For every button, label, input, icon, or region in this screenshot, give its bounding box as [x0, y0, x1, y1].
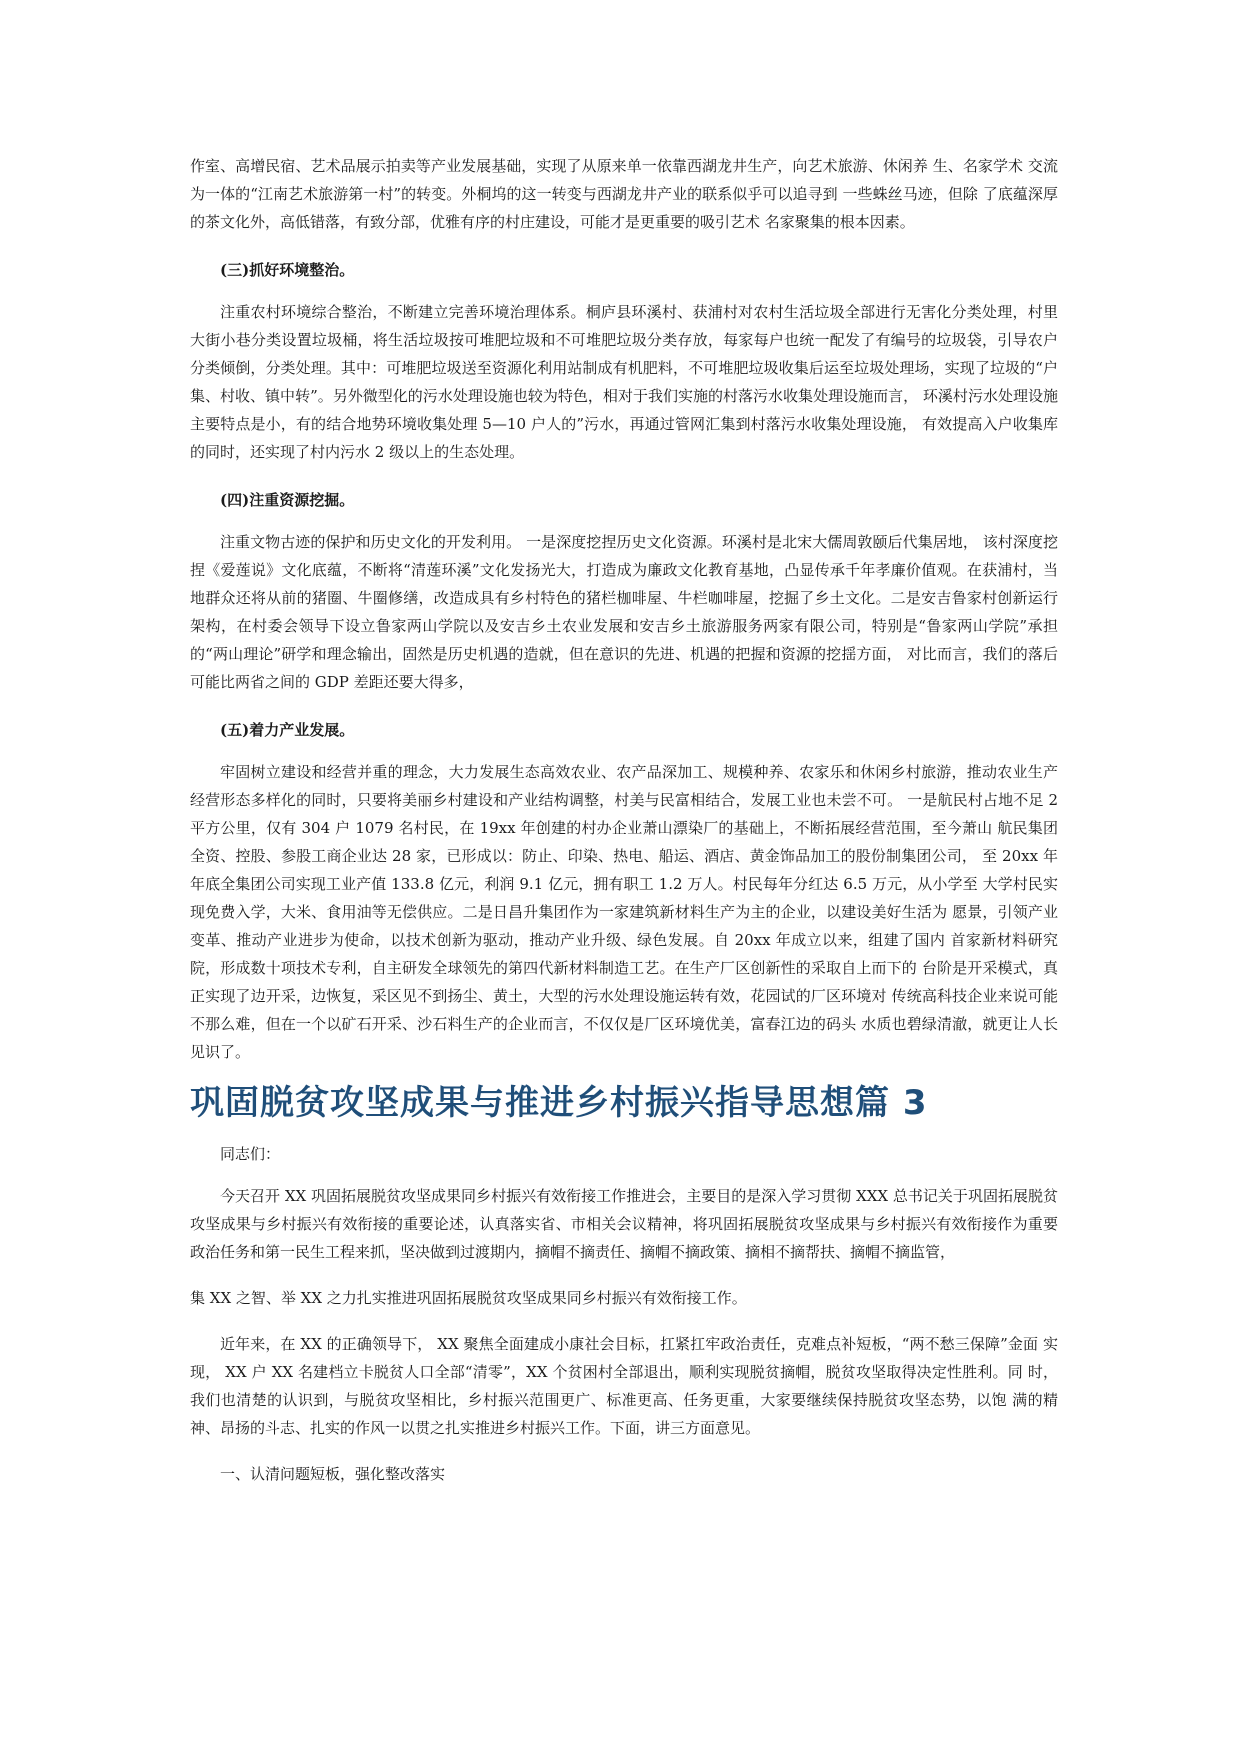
paragraph-meeting-continued: 集 XX 之智、举 XX 之力扎实推进巩固拓展脱贫攻坚成果同乡村振兴有效衔接工作。 — [190, 1289, 747, 1307]
section-heading-one: 一、认清问题短板，强化整改落实 — [220, 1465, 446, 1483]
paragraph-art-village: 作室、高增民宿、艺术品展示拍卖等产业发展基础，实现了从原来单一依靠西湖龙井生产，向艺术旅游、休闲养 生、名家学术 交流为一体的“江南艺术旅游第一村”的转变。外桐坞的这一转变与西湖龙井产业的联系似乎可以追寻到 一些蛛丝马迹，但除 了底蕴深厚的茶文化外，高低错落，有致分部，优雅有序的村庄建设，可能才是更重要的吸引艺术 名家聚集的根本因素。 — [190, 157, 1058, 231]
document-body — [190, 152, 1058, 1488]
paragraph-industry: 牢固树立建设和经营并重的理念，大力发展生态高效农业、农产品深加工、规模种养、农家乐和休闲乡村旅游，推动农业生产经营形态多样化的同时，只要将美丽乡村建设和产业结构调整，村美与民富相结合，发展工业也未尝不可。 一是航民村占地不足 2 平方公里，仅有 304 户 1079 名村民，在 19xx 年创建的村办企业萧山漂染厂的基础上，不断拓展经营范围，至今萧山 航民集团全资、控股、参股工商企业达 28 家，已形成以：防止、印染、热电、船运、酒店、黄金饰品加工的股份制集团公司， 至 20xx 年年底全集团公司实现工业产值 133.8 亿元，利润 9.1 亿元，拥有职工 1.2 万人。村民每年分红达 6.5 万元，从小学至 大学村民实现免费入学，大米、食用油等无偿供应。二是日昌升集团作为一家建筑新材料生产为主的企业，以建设美好生活为 愿景，引领产业变革、推动产业进步为使命，以技术创新为驱动，推动产业升级、绿色发展。自 20xx 年成立以来，组建了国内 首家新材料研究院，形成数十项技术专利，自主研发全球领先的第四代新材料制造工艺。在生产厂区创新性的采取自上而下的 台阶是开采模式，真正实现了边开采，边恢复，采区见不到扬尘、黄土，大型的污水处理设施运转有效，花园试的厂区环境对 传统高科技企业来说可能不那么难，但在一个以矿石开采、沙石料生产的企业而言，不仅仅是厂区环境优美，富春江边的码头 水质也碧绿清澈，就更让人长见识了。 — [190, 763, 1058, 1061]
salutation: 同志们： — [220, 1145, 281, 1163]
paragraph-meeting-purpose: 今天召开 XX 巩固拓展脱贫攻坚成果同乡村振兴有效衔接工作推进会，主要目的是深入学习贯彻 XXX 总书记关于巩固拓展脱贫攻坚成果与乡村振兴有效衔接的重要论述，认真落实省、市相关会议精神，将巩固拓展脱贫攻坚成果与乡村振兴有效衔接作为重要政治任务和第一民生工程来抓，坚决做到过渡期内，摘帽不摘责任、摘帽不摘政策、摘相不摘帮扶、摘帽不摘监管， — [190, 1187, 1058, 1261]
heading-resources: (四)注重资源挖掘。 — [220, 491, 355, 509]
paragraph-resources: 注重文物古迹的保护和历史文化的开发利用。 一是深度挖捏历史文化资源。环溪村是北宋大儒周敦颐后代集居地， 该村深度挖捏《爱莲说》文化底蕴，不断将“清莲环溪”文化发扬光大，打造成为廉政文化教育基地，凸显传承千年孝廉价值观。在获浦村，当地群众还将从前的猪圈、牛圈修缮，改造成具有乡村特色的猪栏枷啡屋、牛栏咖啡屋，挖掘了乡土文化。二是安吉鲁家村创新运行架构，在村委会领导下设立鲁家两山学院以及安吉乡土农业发展和安吉乡土旅游服务两家有限公司，特别是“鲁家两山学院”承担的“两山理论”研学和理念输出，固然是历史机遇的造就，但在意识的先进、机遇的把握和资源的挖揺方面， 对比而言，我们的落后可能比两省之间的 GDP 差距还要大得多， — [190, 533, 1058, 691]
paragraph-recent-years: 近年来，在 XX 的正确领导下， XX 聚焦全面建成小康社会目标，扛紧扛牢政治责任，克难点补短板，“两不愁三保障”金面 实现， XX 户 XX 名建档立卡脱贫人口全部“清零”，XX 个贫困村全部退出，顺利实现脱贫摘帽，脱贫攻坚取得决定性胜利。同 时，我们也清楚的认识到，与脱贫攻坚相比，乡村振兴范围更广、标准更高、任务更重，大家要继续保持脱贫攻坚态势，以饱 满的精神、昂扬的斗志、扎实的作风一以贯之扎实推进乡村振兴工作。下面，讲三方面意见。 — [190, 1335, 1058, 1437]
heading-industry: (五)着力产业发展。 — [220, 721, 355, 739]
paragraph-environment: 注重农村环境综合整治，不断建立完善环境治理体系。桐庐县环溪村、获浦村对农村生活垃圾全部进行无害化分类处理，村里大街小巷分类设置垃圾桶，将生活垃圾按可堆肥垃圾和不可堆肥垃圾分类存放，每家每户也统一配发了有编号的垃圾袋，引导农户分类倾倒，分类处理。其中：可堆肥垃圾送至资源化利用站制成有机肥料，不可堆肥垃圾收集后运至垃圾处理场，实现了垃圾的“户集、村收、镇中转”。另外微型化的污水处理设施也较为特色，相对于我们实施的村落污水收集处理设施而言， 环溪村污水处理设施主要特点是小，有的结合地势环境收集处理 5—10 户人的”污水，再通过管网汇集到村落污水收集处理设施， 有效提高入户收集库的同时，还实现了村内污水 2 级以上的生态处理。 — [190, 303, 1058, 461]
section-title: 巩固脱贫攻坚成果与推进乡村振兴指导思想篇 3 — [190, 1083, 928, 1123]
heading-environment: (三)抓好环境整治。 — [220, 261, 355, 279]
